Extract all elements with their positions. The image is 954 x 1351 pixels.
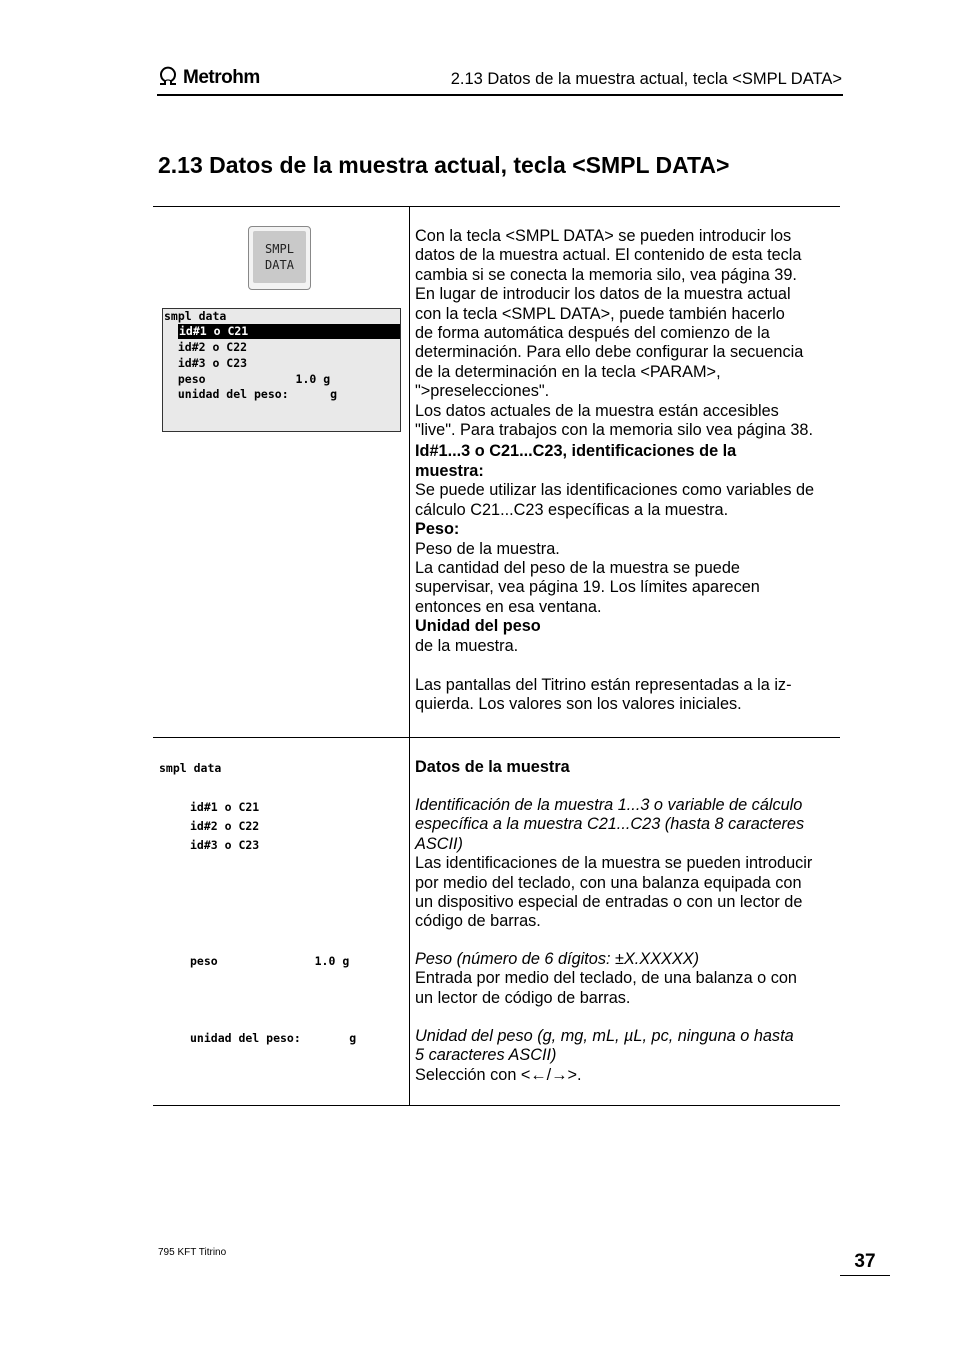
datos-heading: Datos de la muestra <box>415 758 570 776</box>
running-title: 2.13 Datos de la muestra actual, tecla <SMPL DATA> <box>450 70 842 88</box>
text-line: Se puede utilizar las identificaciones como variables de <box>415 481 815 500</box>
header-rule <box>157 94 843 96</box>
lcd-display <box>162 308 401 432</box>
text-line: entonces en esa ventana. <box>415 597 602 616</box>
text-line: cálculo C21...C23 específicas a la muestra. <box>415 500 729 519</box>
text-line: 5 caracteres ASCII) <box>415 1046 557 1065</box>
peso-description <box>415 950 845 1008</box>
table-rule-top <box>153 206 840 207</box>
text-line: específica a la muestra C21...C23 (hasta 8 caracteres <box>415 815 805 834</box>
lcd-line-id1-highlight: id#1 o C21 <box>178 324 400 339</box>
smpl-data-key <box>248 226 311 290</box>
peso-paragraph <box>415 540 845 618</box>
text-line: Unidad del peso (g, mg, mL, µL, pc, ninguna o hasta <box>415 1027 794 1045</box>
text-line: Identificación de la muestra 1...3 o variable de cálculo <box>415 796 803 814</box>
footer-model: 795 KFT Titrino <box>158 1247 227 1258</box>
lcd-line-id2: id#2 o C22 <box>164 340 248 354</box>
section-title: 2.13 Datos de la muestra actual, tecla <SMPL DATA> <box>158 152 730 178</box>
page-number: 37 <box>854 1251 876 1272</box>
text-line: un lector de código de barras. <box>415 988 631 1007</box>
page-number-rule <box>840 1275 890 1276</box>
table-column-divider <box>409 206 410 1106</box>
table-rule-bottom <box>153 1105 840 1106</box>
menu-label-smpl-data: smpl data <box>159 761 222 775</box>
menu-item-id2: id#2 o C22 <box>190 819 260 833</box>
text-line: Id#1...3 o C21...C23, identificaciones de la <box>415 442 737 461</box>
id-paragraph <box>415 481 845 520</box>
menu-item-peso: peso 1.0 g <box>190 954 350 968</box>
text-line: cambia si se conecta la memoria silo, vea página 39. <box>415 265 797 284</box>
lcd-line-id3: id#3 o C23 <box>164 356 248 370</box>
text-line: Con la tecla <SMPL DATA> se pueden introducir los <box>415 227 792 245</box>
text-line: En lugar de introducir los datos de la muestra actual <box>415 285 791 304</box>
block1-text <box>415 227 845 715</box>
unidad-description <box>415 1027 845 1085</box>
id-description <box>415 796 845 932</box>
table-rule-middle <box>153 737 840 738</box>
text-line: Peso de la muestra. <box>415 539 560 558</box>
menu-item-id3: id#3 o C23 <box>190 838 260 852</box>
text-line: Selección con <←/→>. <box>415 1065 582 1084</box>
text-line: Las identificaciones de la muestra se pueden introducir <box>415 854 813 873</box>
menu-item-id1: id#1 o C21 <box>190 800 260 814</box>
text-line: código de barras. <box>415 912 541 931</box>
text-line: Entrada por medio del teclado, de una balanza o con <box>415 969 797 988</box>
lcd-line-peso: peso 1.0 g <box>164 372 331 386</box>
unidad-paragraph: de la muestra. <box>415 636 519 655</box>
text-line: por medio del teclado, con una balanza equipada con <box>415 873 802 892</box>
text-line: ASCII) <box>415 834 463 853</box>
text-line: quierda. Los valores son los valores iniciales. <box>415 695 742 714</box>
screens-note <box>415 676 845 715</box>
id-heading <box>415 442 845 481</box>
brand-logo <box>157 66 260 90</box>
omega-logo-icon <box>157 66 179 91</box>
text-line: La cantidad del peso de la muestra se puede <box>415 558 740 577</box>
text-line: "live". Para trabajos con la memoria silo vea página 38. <box>415 421 813 440</box>
text-line: ">preselecciones". <box>415 382 550 401</box>
text-line: de forma automática después del comienzo de la <box>415 324 770 343</box>
smpl-data-key-face <box>253 231 306 283</box>
brand-name: Metrohm <box>183 67 260 88</box>
text-line: muestra: <box>415 461 484 480</box>
menu-item-unidad: unidad del peso: g <box>190 1031 357 1045</box>
text-line: de la determinación en la tecla <PARAM>, <box>415 362 721 381</box>
peso-heading: Peso: <box>415 520 460 539</box>
text-line: un dispositivo especial de entradas o con un lector de <box>415 893 803 912</box>
text-line: datos de la muestra actual. El contenido de esta tecla <box>415 246 802 265</box>
text-line: Peso (número de 6 dígitos: ±X.XXXXX) <box>415 950 700 968</box>
lcd-line-unidad: unidad del peso: g <box>164 387 338 401</box>
text-line: supervisar, vea página 19. Los límites aparecen <box>415 578 760 597</box>
text-line: Las pantallas del Titrino están representadas a la iz- <box>415 675 792 694</box>
text-line: Los datos actuales de la muestra están accesibles <box>415 401 779 420</box>
lcd-line-menu: smpl data <box>164 309 227 323</box>
text-line: con la tecla <SMPL DATA>, puede también hacerlo <box>415 304 785 323</box>
intro-paragraph <box>415 227 845 440</box>
text-line: determinación. Para ello debe configurar la secuencia <box>415 343 804 362</box>
key-label-line2: DATA <box>265 258 294 272</box>
unidad-heading: Unidad del peso <box>415 617 541 636</box>
key-label-line1: SMPL <box>265 242 294 256</box>
